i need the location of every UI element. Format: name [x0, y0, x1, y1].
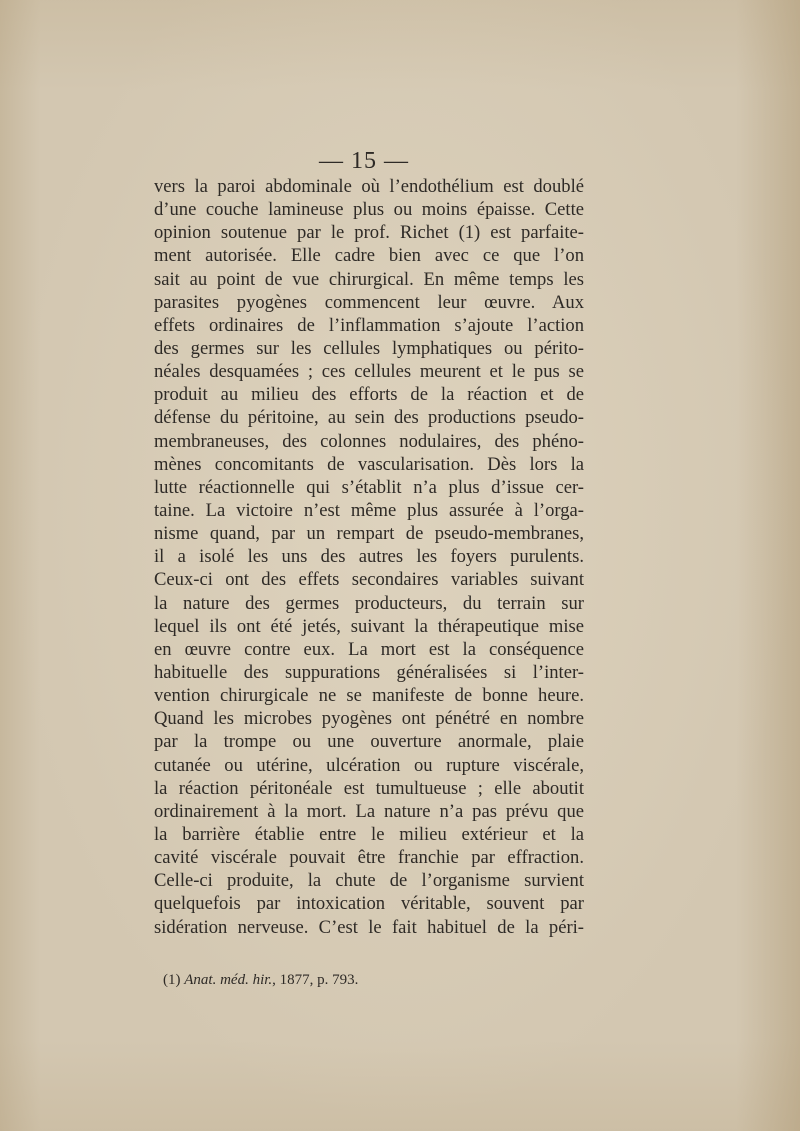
text-line: par la trompe ou une ouverture anormale, plaie [154, 731, 584, 753]
text-line: vers la paroi abdominale où l’endothélium est doublé [154, 176, 584, 197]
text-line: d’une couche lamineuse plus ou moins épaisse. Cette [154, 199, 584, 221]
footnote-marker: (1) [163, 972, 185, 988]
text-line: ordinairement à la mort. La nature n’a pas prévu que [154, 800, 584, 822]
text-line: produit au milieu des efforts de la réaction et de [154, 384, 584, 406]
text-line: taine. La victoire n’est même plus assurée à l’orga- [154, 499, 584, 521]
text-line: lutte réactionnelle qui s’établit n’a plus d’issue cer- [154, 476, 584, 498]
text-line: la nature des germes producteurs, du terrain sur [154, 592, 584, 614]
text-line: il a isolé les uns des autres les foyers purulents. [154, 546, 584, 568]
text-line: vention chirurgicale ne se manifeste de bonne heure. [154, 685, 584, 707]
text-line: néales desquamées ; ces cellules meurent et le pus se [154, 361, 584, 383]
text-line: des germes sur les cellules lymphatiques ou périto- [154, 337, 584, 359]
text-line: habituelle des suppurations généralisées si l’inter- [154, 661, 584, 683]
footnote [163, 972, 358, 989]
text-line: la réaction péritonéale est tumultueuse ; elle aboutit [154, 777, 584, 799]
page-number: — 15 — [319, 148, 409, 174]
text-line: quelquefois par intoxication véritable, souvent par [154, 893, 584, 915]
text-line: opinion soutenue par le prof. Richet (1) est parfaite- [154, 222, 584, 244]
text-line: sait au point de vue chirurgical. En même temps les [154, 268, 584, 290]
text-line: ment autorisée. Elle cadre bien avec ce que l’on [154, 245, 584, 267]
text-line: sidération nerveuse. C’est le fait habituel de la péri- [154, 916, 584, 938]
text-line: nisme quand, par un rempart de pseudo-membranes, [154, 523, 584, 545]
text-line: membraneuses, des colonnes nodulaires, des phéno- [154, 430, 584, 452]
text-line: lequel ils ont été jetés, suivant la thérapeutique mise [154, 615, 584, 637]
footnote-source-title: Anat. méd. hir. [184, 972, 273, 988]
text-line: la barrière établie entre le milieu extérieur et la [154, 823, 584, 845]
text-line: effets ordinaires de l’inflammation s’ajoute l’action [154, 314, 584, 336]
text-line: défense du péritoine, au sein des productions pseudo- [154, 407, 584, 429]
footnote-reference: , 1877, p. 793. [272, 972, 359, 988]
text-line: parasites pyogènes commencent leur œuvre. Aux [154, 291, 584, 313]
text-line: cavité viscérale pouvait être franchie par effraction. [154, 847, 584, 869]
text-line: Celle-ci produite, la chute de l’organisme survient [154, 870, 584, 892]
text-line: Ceux-ci ont des effets secondaires variables suivant [154, 569, 584, 591]
text-line: Quand les microbes pyogènes ont pénétré en nombre [154, 708, 584, 730]
body-text [154, 175, 584, 939]
text-line: mènes concomitants de vascularisation. Dès lors la [154, 453, 584, 475]
text-line: en œuvre contre eux. La mort est la conséquence [154, 638, 584, 660]
text-line: cutanée ou utérine, ulcération ou rupture viscérale, [154, 754, 584, 776]
